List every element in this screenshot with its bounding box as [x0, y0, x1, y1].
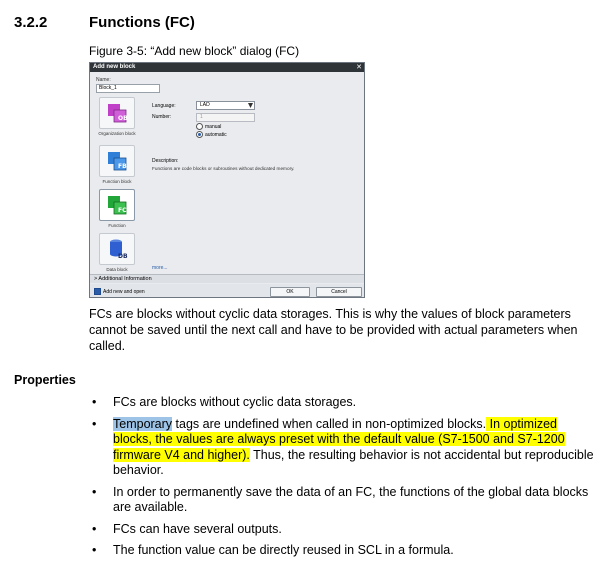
ok-button[interactable]: OK: [270, 287, 310, 297]
block-type-data-block[interactable]: [96, 233, 138, 273]
bullet-icon: •: [92, 395, 97, 409]
name-label: Name:: [96, 77, 111, 83]
function-icon: [99, 189, 135, 221]
list-item: [89, 417, 594, 479]
properties-heading: Properties: [14, 373, 76, 387]
block-type-label: Function: [108, 223, 126, 228]
dialog-title-bar: [90, 63, 364, 72]
properties-list: [89, 395, 594, 565]
list-item: [89, 522, 594, 538]
block-type-organization[interactable]: [96, 97, 138, 137]
bullet-icon: •: [92, 416, 97, 431]
dialog-footer: [90, 284, 364, 298]
bullet-icon: •: [92, 543, 97, 557]
intro-paragraph: FCs are blocks without cyclic data storages. This is why the values of block parameters cannot be saved until the next call and have to be provided with actual parameters when called.: [89, 307, 578, 353]
block-type-function-block[interactable]: [96, 145, 138, 185]
list-item-text: The function value can be directly reused in SCL in a formula.: [113, 543, 454, 557]
highlighted-text: In optimized blocks, the values are always preset with the default value (S7-1500 and S7-1200 firmware V4 and higher).: [113, 416, 565, 462]
language-select[interactable]: [196, 101, 255, 110]
block-type-label: Organization block: [98, 131, 136, 136]
number-label: Number:: [152, 114, 172, 120]
list-item-text: Thus, the resulting behavior is not accidental but reproducible behavior.: [113, 447, 594, 477]
block-type-function[interactable]: [96, 189, 138, 229]
radio-automatic[interactable]: [196, 131, 227, 139]
close-icon[interactable]: ✕: [356, 64, 362, 71]
section-number: 3.2.2: [14, 14, 48, 31]
bullet-icon: •: [92, 521, 97, 536]
name-input[interactable]: Block_1: [96, 84, 160, 93]
dialog-title: Add new block: [93, 64, 136, 70]
checkbox-checked-icon: [94, 288, 101, 295]
add-new-and-open-checkbox[interactable]: [94, 288, 145, 296]
list-item: [89, 543, 594, 559]
function-block-icon: [99, 145, 135, 177]
cancel-button[interactable]: Cancel: [316, 287, 362, 297]
data-block-icon: [99, 233, 135, 265]
more-link[interactable]: more...: [152, 265, 168, 271]
block-type-list: [94, 97, 140, 277]
radio-manual[interactable]: [196, 123, 221, 131]
svg-text:DB: DB: [118, 253, 128, 260]
list-item: [89, 395, 594, 411]
language-label: Language:: [152, 103, 176, 109]
number-input[interactable]: 1: [196, 113, 255, 122]
organization-block-icon: [99, 97, 135, 129]
radio-selected-icon: [196, 131, 203, 138]
radio-label: automatic: [205, 131, 227, 138]
svg-text:FC: FC: [118, 207, 127, 214]
list-item-text: tags are undefined when called in non-optimized blocks.: [172, 416, 487, 431]
list-item-text: FCs are blocks without cyclic data storages.: [113, 395, 357, 409]
svg-text:OB: OB: [118, 115, 128, 122]
description-text: Functions are code blocks or subroutines without dedicated memory.: [152, 166, 295, 171]
radio-label: manual: [205, 123, 222, 130]
list-item: [89, 485, 594, 516]
add-new-block-dialog: [89, 62, 365, 298]
highlighted-term: Temporary: [113, 416, 173, 431]
language-value: LAD: [200, 102, 210, 108]
section-title: Functions (FC): [89, 14, 195, 31]
svg-text:FB: FB: [118, 163, 127, 170]
list-item-text: FCs can have several outputs.: [113, 521, 282, 536]
radio-icon: [196, 123, 203, 130]
description-label: Description:: [152, 158, 179, 164]
additional-information-toggle[interactable]: > Additional Information: [90, 274, 364, 283]
chevron-down-icon: [248, 103, 253, 108]
block-type-label: Function block: [102, 179, 132, 184]
block-type-label: Data block: [106, 267, 128, 272]
bullet-icon: •: [92, 484, 97, 499]
figure-caption: Figure 3-5: “Add new block” dialog (FC): [89, 44, 300, 58]
checkbox-label: Add new and open: [103, 288, 145, 295]
list-item-text: In order to permanently save the data of an FC, the functions of the global data blocks are available.: [113, 484, 589, 514]
